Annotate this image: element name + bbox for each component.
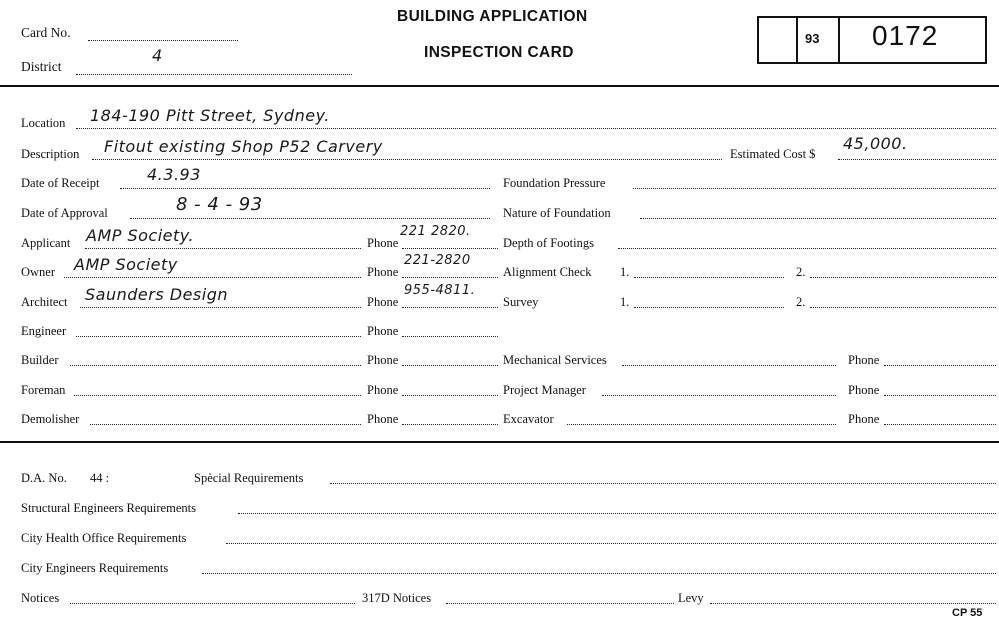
city-eng-req-field[interactable] bbox=[202, 573, 996, 574]
survey-opt2: 2. bbox=[796, 295, 806, 309]
foreman-field[interactable] bbox=[74, 395, 361, 396]
engineer-phone-field[interactable] bbox=[402, 336, 498, 337]
estimated-cost-value: 45,000. bbox=[843, 134, 908, 153]
architect-field[interactable] bbox=[80, 307, 361, 308]
card-number: 0172 bbox=[872, 20, 939, 51]
special-req-field[interactable] bbox=[330, 483, 996, 484]
applicant-label: Applicant bbox=[21, 236, 71, 250]
survey-field-2[interactable] bbox=[810, 307, 996, 308]
excavator-phone-field[interactable] bbox=[884, 424, 996, 425]
depth-footings-field[interactable] bbox=[618, 248, 996, 249]
excavator-phone-label: Phone bbox=[848, 412, 880, 426]
survey-field-1[interactable] bbox=[634, 307, 784, 308]
architect-phone-value: 955-4811. bbox=[404, 283, 476, 298]
district-field[interactable] bbox=[76, 74, 352, 75]
depth-footings-label: Depth of Footings bbox=[503, 236, 594, 250]
date-approval-field[interactable] bbox=[130, 218, 490, 219]
owner-value: AMP Society bbox=[74, 255, 178, 274]
form-title-line2: INSPECTION CARD bbox=[424, 44, 574, 61]
alignment-opt2: 2. bbox=[796, 265, 806, 279]
builder-label: Builder bbox=[21, 353, 59, 367]
section-divider bbox=[0, 441, 999, 443]
date-receipt-value: 4.3.93 bbox=[147, 165, 201, 184]
owner-phone-field[interactable] bbox=[402, 277, 498, 278]
owner-field[interactable] bbox=[64, 277, 361, 278]
date-approval-label: Date of Approval bbox=[21, 206, 108, 220]
location-label: Location bbox=[21, 116, 66, 130]
architect-label: Architect bbox=[21, 295, 68, 309]
notices-field[interactable] bbox=[70, 603, 355, 604]
location-value: 184-190 Pitt Street, Sydney. bbox=[90, 106, 330, 125]
mechanical-phone-field[interactable] bbox=[884, 365, 996, 366]
mechanical-field[interactable] bbox=[622, 365, 836, 366]
builder-phone-field[interactable] bbox=[402, 365, 498, 366]
foreman-label: Foreman bbox=[21, 383, 66, 397]
architect-phone-label: Phone bbox=[367, 295, 399, 309]
structural-req-label: Structural Engineers Requirements bbox=[21, 501, 196, 515]
description-label: Description bbox=[21, 147, 80, 161]
notices-317d-label: 317D Notices bbox=[362, 591, 432, 605]
form-code: CP 55 bbox=[952, 607, 983, 619]
excavator-field[interactable] bbox=[567, 424, 836, 425]
city-eng-req-label: City Engineers Requirements bbox=[21, 561, 169, 575]
notices-label: Notices bbox=[21, 591, 60, 605]
special-req-label: Spècial Requirements bbox=[194, 471, 304, 485]
project-manager-field[interactable] bbox=[602, 395, 836, 396]
project-manager-phone-label: Phone bbox=[848, 383, 880, 397]
engineer-label: Engineer bbox=[21, 324, 67, 338]
applicant-phone-label: Phone bbox=[367, 236, 399, 250]
demolisher-field[interactable] bbox=[90, 424, 361, 425]
builder-phone-label: Phone bbox=[367, 353, 399, 367]
alignment-check-label: Alignment Check bbox=[503, 265, 592, 279]
header-divider bbox=[0, 85, 999, 87]
estimated-cost-field[interactable] bbox=[838, 159, 996, 160]
owner-label: Owner bbox=[21, 265, 56, 279]
form-title-line1: BUILDING APPLICATION bbox=[397, 8, 588, 25]
levy-label: Levy bbox=[678, 591, 704, 605]
description-value: Fitout existing Shop P52 Carvery bbox=[104, 137, 383, 156]
description-field[interactable] bbox=[92, 159, 722, 160]
health-req-field[interactable] bbox=[226, 543, 996, 544]
card-year: 93 bbox=[805, 31, 820, 46]
card-no-field[interactable] bbox=[88, 40, 238, 41]
alignment-field-1[interactable] bbox=[634, 277, 784, 278]
district-value: 4 bbox=[152, 46, 163, 65]
owner-phone-value: 221-2820 bbox=[404, 253, 471, 268]
owner-phone-label: Phone bbox=[367, 265, 399, 279]
survey-label: Survey bbox=[503, 295, 539, 309]
alignment-opt1: 1. bbox=[620, 265, 630, 279]
foreman-phone-label: Phone bbox=[367, 383, 399, 397]
project-manager-label: Project Manager bbox=[503, 383, 586, 397]
foundation-pressure-field[interactable] bbox=[633, 188, 996, 189]
mechanical-label: Mechanical Services bbox=[503, 353, 607, 367]
alignment-field-2[interactable] bbox=[810, 277, 996, 278]
architect-value: Saunders Design bbox=[85, 285, 228, 304]
nature-foundation-field[interactable] bbox=[640, 218, 996, 219]
foreman-phone-field[interactable] bbox=[402, 395, 498, 396]
card-no-label: Card No. bbox=[21, 25, 71, 40]
district-label: District bbox=[21, 59, 62, 74]
structural-req-field[interactable] bbox=[238, 513, 996, 514]
project-manager-phone-field[interactable] bbox=[884, 395, 996, 396]
da-number-value: 44 : bbox=[90, 471, 110, 485]
builder-field[interactable] bbox=[70, 365, 361, 366]
date-approval-value: 8 - 4 - 93 bbox=[176, 194, 263, 215]
demolisher-phone-label: Phone bbox=[367, 412, 399, 426]
applicant-field[interactable] bbox=[85, 248, 361, 249]
date-receipt-label: Date of Receipt bbox=[21, 176, 100, 190]
demolisher-label: Demolisher bbox=[21, 412, 80, 426]
engineer-field[interactable] bbox=[76, 336, 361, 337]
nature-foundation-label: Nature of Foundation bbox=[503, 206, 611, 220]
health-req-label: City Health Office Requirements bbox=[21, 531, 187, 545]
estimated-cost-label: Estimated Cost $ bbox=[730, 147, 816, 161]
architect-phone-field[interactable] bbox=[402, 307, 498, 308]
applicant-phone-value: 221 2820. bbox=[400, 224, 471, 239]
applicant-phone-field[interactable] bbox=[402, 248, 498, 249]
location-field[interactable] bbox=[76, 128, 996, 129]
foundation-pressure-label: Foundation Pressure bbox=[503, 176, 606, 190]
survey-opt1: 1. bbox=[620, 295, 630, 309]
da-number-label: D.A. No. bbox=[21, 471, 67, 485]
mechanical-phone-label: Phone bbox=[848, 353, 880, 367]
levy-field[interactable] bbox=[710, 603, 996, 604]
applicant-value: AMP Society. bbox=[86, 226, 195, 245]
excavator-label: Excavator bbox=[503, 412, 554, 426]
engineer-phone-label: Phone bbox=[367, 324, 399, 338]
date-receipt-field[interactable] bbox=[120, 188, 490, 189]
notices-317d-field[interactable] bbox=[446, 603, 674, 604]
demolisher-phone-field[interactable] bbox=[402, 424, 498, 425]
